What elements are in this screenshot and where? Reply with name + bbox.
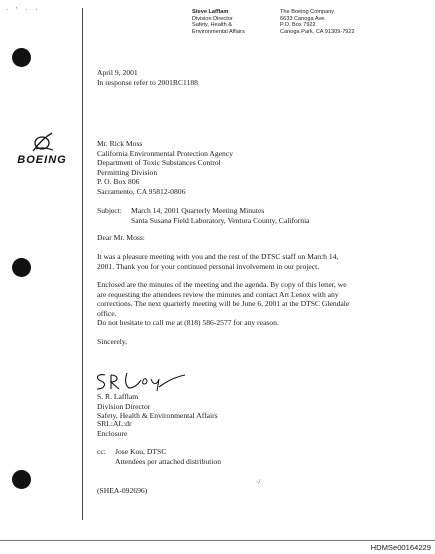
cc-line1: Jose Kou, DTSC [115, 447, 167, 456]
enclosure-note: Enclosure [97, 428, 128, 438]
typist-initials: SRL:AL:dr [97, 419, 132, 428]
signer-name: S. R. Lafflam [97, 392, 139, 401]
punch-hole-top [12, 48, 31, 67]
date-block [97, 68, 198, 87]
signer-title: Division Director [97, 401, 151, 411]
company-po-box: P.O. Box 7922 [280, 22, 316, 28]
greeting: Dear Mr. Moss: [97, 233, 145, 242]
cc-block [97, 447, 221, 466]
company-street: 6633 Canoga Ave. [280, 15, 326, 22]
boeing-logo [6, 131, 78, 166]
letter-date: April 9, 2001 [97, 68, 138, 77]
subject-block [97, 206, 310, 225]
punch-hole-middle [12, 258, 31, 277]
company-city: Canoga Park, CA 91309-7922 [280, 28, 355, 35]
sender-dept-line1: Safety, Health & [192, 22, 233, 28]
closing: Sincerely, [97, 337, 128, 346]
company-header [280, 9, 355, 35]
recipient-address [97, 139, 233, 196]
paragraph-line: Do not hesitate to call me at (818) 586-2577 for any reason. [97, 318, 279, 327]
recipient-line: Department of Toxic Substances Control [97, 158, 221, 167]
sender-dept-line2: Environmental Affairs [192, 28, 245, 35]
paragraph-line: are requesting the attendees review the minutes and contact Art Lenox with any [97, 289, 339, 299]
paragraph-3 [97, 318, 419, 328]
recipient-line: California Environmental Protection Agency [97, 148, 234, 158]
reference-initials [97, 419, 132, 438]
punch-hole-bottom [12, 470, 31, 489]
margin-rule [82, 8, 83, 520]
paragraph-line: Enclosed are the minutes of the meeting and the agenda. By copy of this letter, we [97, 280, 347, 289]
company-name: The Boeing Company [280, 9, 335, 15]
boeing-wordmark: BOEING [17, 154, 67, 166]
subject-line1: March 14, 2001 Quarterly Meeting Minutes [131, 206, 265, 215]
recipient-line: Permitting Division [97, 167, 158, 177]
sender-name: Steve Lafflam [192, 9, 229, 15]
paragraph-line: It was a pleasure meeting with you and the rest of the DTSC staff on March 14, [97, 252, 339, 261]
subject-line2: Santa Susana Field Laboratory, Ventura County, California [131, 215, 310, 225]
pen-mark: ·/ [256, 478, 261, 486]
boeing-totem-icon [29, 131, 55, 153]
cc-line2: Attendees per attached distribution [115, 456, 222, 466]
sender-title: Division Director [192, 15, 233, 22]
paragraph-line: office. [97, 308, 117, 318]
signer-block [97, 392, 218, 421]
footer-rule [0, 540, 435, 541]
scan-specks: · ' · · [6, 6, 41, 14]
paragraph-line: corrections. The next quarterly meeting will be June 6, 2001 at the DTSC Glendale [97, 299, 350, 308]
letter-reference: In response refer to 2001RC1188 [97, 77, 198, 87]
subject-label: Subject: [97, 206, 122, 215]
signer-dept: Safety, Health & Environmental Affairs [97, 411, 218, 420]
paragraph-1 [97, 252, 419, 271]
recipient-line: Mr. Rick Moss [97, 139, 143, 148]
recipient-line: P. O. Box 806 [97, 177, 140, 186]
cc-label: cc: [97, 447, 106, 456]
sender-header [192, 9, 245, 35]
file-reference: (SHEA-092696) [97, 486, 148, 495]
recipient-line: Sacramento, CA 95812-0806 [97, 186, 186, 196]
paragraph-2 [97, 280, 419, 318]
paragraph-line: 2001. Thank you for your continued personal involvement in our project. [97, 261, 320, 271]
document-id: HDMSe00164229 [370, 543, 431, 552]
